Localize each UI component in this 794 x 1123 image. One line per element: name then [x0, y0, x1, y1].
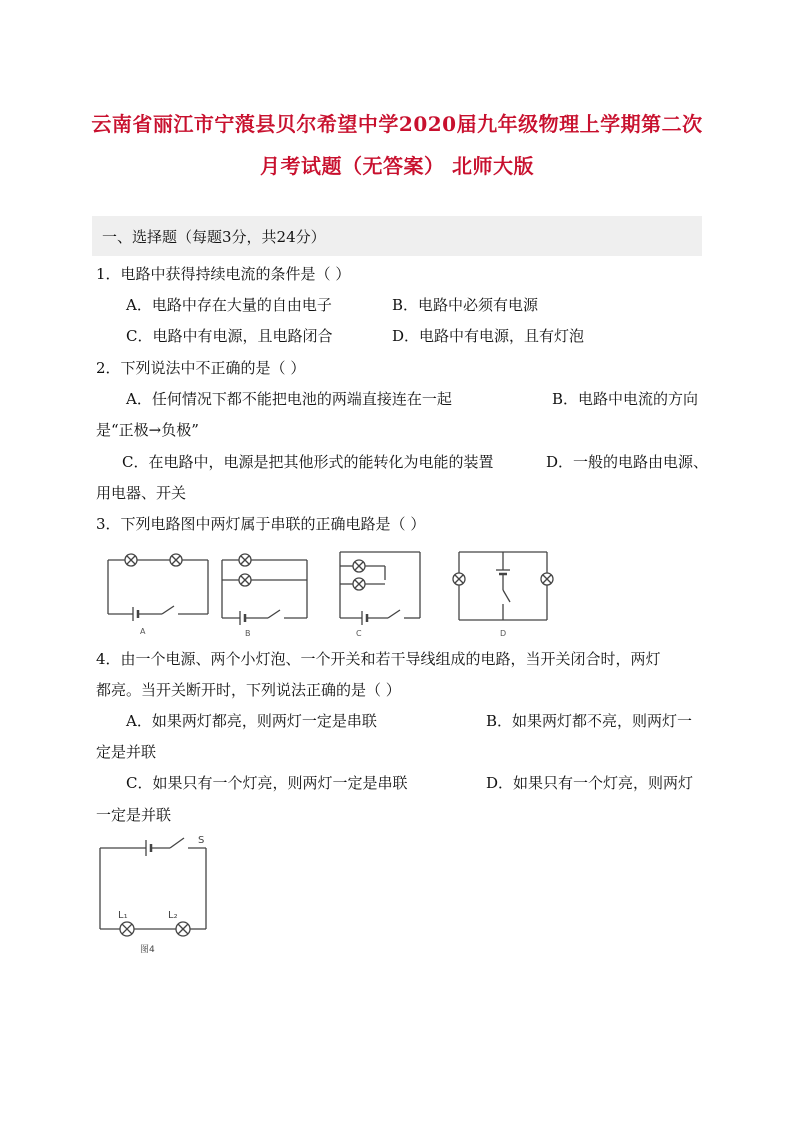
circuit-b-diagram: [222, 554, 307, 625]
question-4-stem-line1: 4．由一个电源、两个小灯泡、一个开关和若干导线组成的电路，当开关闭合时，两灯: [96, 650, 661, 668]
question-4-option-c: C．如果只有一个灯亮，则两灯一定是串联: [126, 774, 408, 792]
question-2-option-d-cont: 用电器、开关: [96, 484, 187, 502]
question-4-option-b: B．如果两灯都不亮，则两灯一: [486, 712, 693, 730]
question-2-stem: 2．下列说法中不正确的是（ ）: [96, 359, 306, 377]
lamp-l2-label: L₂: [168, 910, 178, 921]
circuit-c-label: C: [356, 629, 362, 638]
question-4-stem-line2: 都亮。当开关断开时，下列说法正确的是（ ）: [96, 681, 401, 699]
circuit-d-diagram: [453, 552, 553, 620]
section-header-text: 一、选择题（每题3分，共24分）: [102, 228, 326, 246]
question-2-option-b-cont: 是“正极→负极”: [96, 421, 199, 439]
question-3-circuit-figures: [100, 548, 560, 640]
question-4-option-d-cont: 一定是并联: [96, 806, 172, 824]
circuit-c-diagram: [340, 552, 420, 625]
circuit-a-diagram: [108, 554, 208, 621]
question-2-option-a: A．任何情况下都不能把电池的两端直接连在一起: [126, 390, 452, 408]
question-2-option-c: C．在电路中，电源是把其他形式的能转化为电能的装置: [122, 453, 494, 471]
question-1-option-b: B．电路中必须有电源: [392, 296, 539, 314]
question-4-option-a: A．如果两灯都亮，则两灯一定是串联: [126, 712, 377, 730]
question-1-stem: 1．电路中获得持续电流的条件是（ ）: [96, 265, 351, 283]
question-4-circuit-figure: [90, 832, 220, 957]
question-4-option-b-cont: 定是并联: [96, 743, 157, 761]
question-4-option-d: D．如果只有一个灯亮，则两灯: [486, 774, 694, 792]
switch-s-label: S: [198, 835, 205, 846]
circuit-d-label: D: [500, 629, 507, 638]
lamp-l1-label: L₁: [118, 910, 128, 921]
figure-4-caption: 图4: [140, 945, 155, 955]
question-1-option-d: D．电路中有电源，且有灯泡: [392, 327, 585, 345]
question-1-option-c: C．电路中有电源，且电路闭合: [126, 327, 333, 345]
question-1-option-a: A．电路中存在大量的自由电子: [126, 296, 332, 314]
circuit-a-label: A: [140, 627, 146, 636]
question-3-stem: 3．下列电路图中两灯属于串联的正确电路是（ ）: [96, 515, 426, 533]
section-header-bar: [92, 216, 702, 256]
question-2-option-d: D．一般的电路由电源、: [546, 453, 709, 471]
circuit-b-label: B: [245, 629, 251, 638]
document-title-line1: 云南省丽江市宁蒗县贝尔希望中学2020届九年级物理上学期第二次: [91, 112, 703, 136]
document-title-line2: 月考试题（无答案） 北师大版: [260, 154, 534, 178]
question-2-option-b: B．电路中电流的方向: [552, 390, 699, 408]
